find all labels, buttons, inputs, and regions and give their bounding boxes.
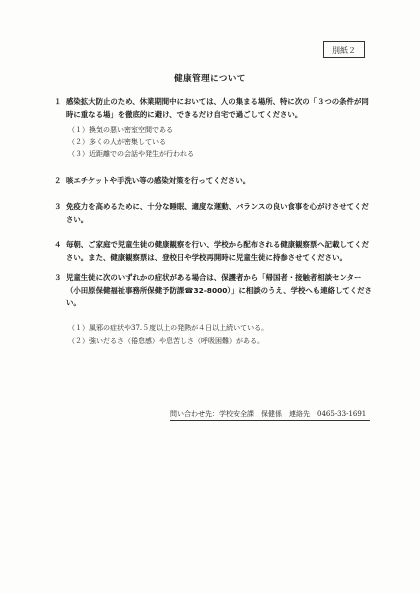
section-text: 児童生徒に次のいずれかの症状がある場合は、保護者から「帰国者・接触者相談センター（小田原保健福祉事務所保健予防課☎32-8000）」に相談のうえ、学校へも連絡してください。 (66, 273, 372, 307)
section-number: ３ (54, 202, 62, 211)
section-number: ４ (54, 240, 62, 249)
section-2 (54, 175, 374, 188)
list-item: （２）多くの人が密集している (68, 138, 166, 146)
section-5 (54, 272, 374, 310)
section-number: ２ (54, 176, 62, 185)
section-number: ３ (54, 273, 62, 282)
section-1 (54, 96, 374, 121)
list-item: （２）強いだるさ（倦怠感）や息苦しさ（呼吸困難）がある。 (68, 337, 264, 345)
section-text: 咳エチケットや手洗い等の感染対策を行ってください。 (66, 176, 251, 185)
section-number: １ (54, 97, 62, 106)
section-text: 免疫力を高めるために、十分な睡眠、適度な運動、バランスの良い食事を心がけさせてください。 (66, 202, 369, 224)
section-text: 感染拡大防止のため、休業期間中においては、人の集まる場所、特に次の「３つの条件が同時に重なる場」を徹底的に避け、できるだけ自宅で過ごしてください。 (66, 97, 369, 119)
section-text: 毎朝、ご家庭で児童生徒の健康観察を行い、学校から配布される健康観察票へ記載してください。また、健康観察票は、登校日や学校再開時に児童生徒に持参させてください。 (66, 240, 370, 262)
page-title: 健康管理について (174, 74, 246, 84)
attachment-badge: 別紙２ (323, 41, 365, 58)
list-item: （３）近距離での会話や発生が行われる (68, 150, 194, 158)
contact-info: 問い合わせ先：学校安全課 保健係 連絡先 0465-33-1691 (170, 409, 370, 421)
list-item: （１）風邪の症状や37.５度以上の発熱が４日以上続いている。 (68, 324, 269, 332)
section-4 (54, 239, 374, 264)
list-item: （１）換気の悪い密室空間である (68, 126, 173, 134)
section-3 (54, 201, 374, 226)
